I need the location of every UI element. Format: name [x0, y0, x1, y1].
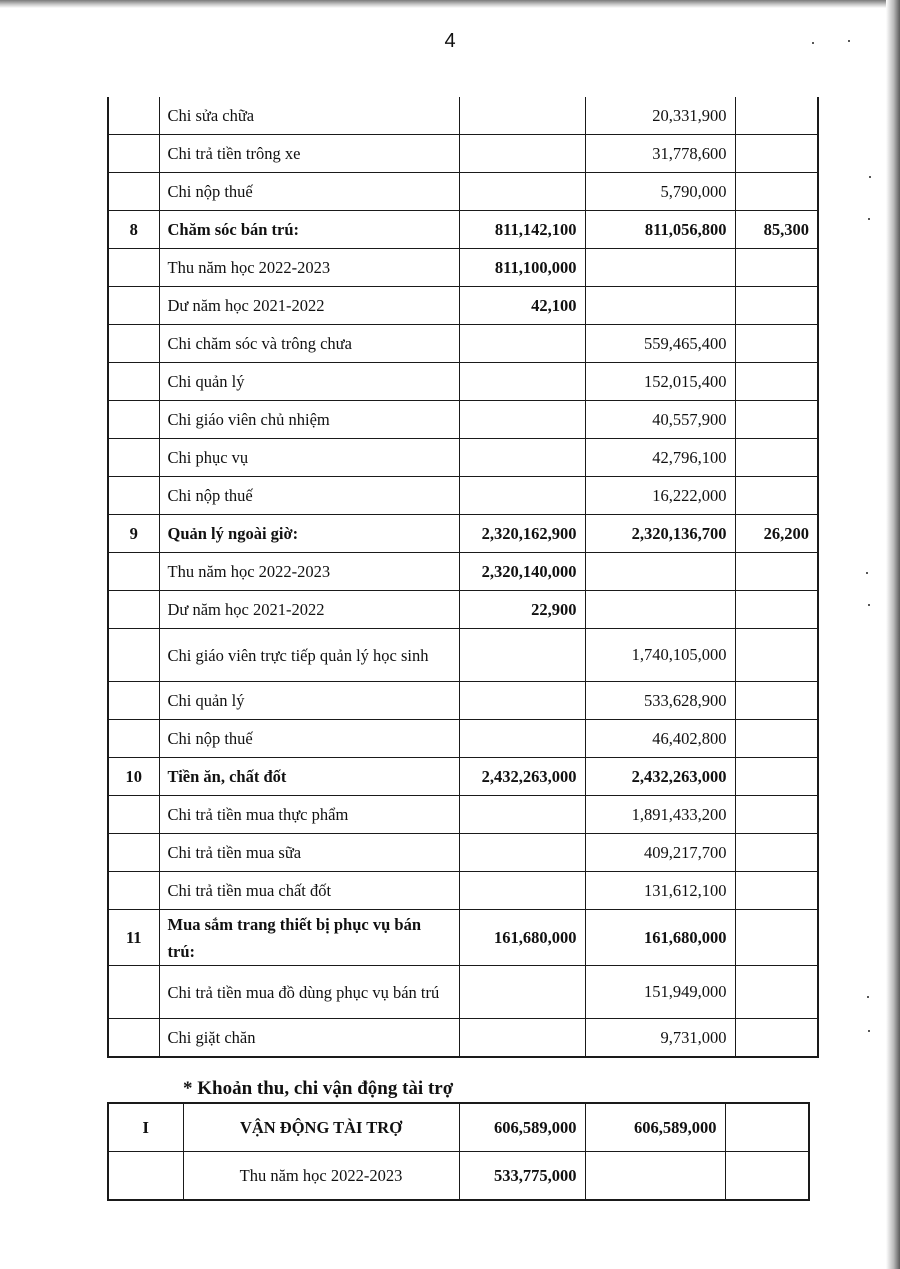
table-row — [108, 135, 818, 173]
table-row — [108, 553, 818, 591]
row-label: Chi trả tiền mua chất đốt — [159, 872, 459, 910]
balance-amount — [735, 249, 818, 287]
row-label: Thu năm học 2022-2023 — [159, 553, 459, 591]
balance-amount — [735, 553, 818, 591]
finance-table — [107, 97, 819, 1058]
table-row — [108, 966, 818, 1019]
balance-amount — [735, 1019, 818, 1058]
balance-amount — [735, 401, 818, 439]
row-index — [108, 720, 159, 758]
expense-amount: 151,949,000 — [585, 966, 735, 1019]
expense-amount: 409,217,700 — [585, 834, 735, 872]
scan-speck — [866, 572, 868, 574]
income-amount — [459, 872, 585, 910]
expense-amount: 2,432,263,000 — [585, 758, 735, 796]
table-row — [108, 796, 818, 834]
section-row — [108, 211, 818, 249]
row-label: Chăm sóc bán trú: — [159, 211, 459, 249]
income-amount — [459, 363, 585, 401]
balance-amount — [735, 591, 818, 629]
table-row — [108, 363, 818, 401]
expense-amount: 533,628,900 — [585, 682, 735, 720]
balance-amount — [725, 1152, 809, 1201]
row-label: Chi giáo viên trực tiếp quản lý học sinh — [159, 629, 459, 682]
table-row — [108, 477, 818, 515]
expense-amount: 5,790,000 — [585, 173, 735, 211]
row-label: Chi trả tiền mua thực phẩm — [159, 796, 459, 834]
row-label: Chi trả tiền trông xe — [159, 135, 459, 173]
row-index: 9 — [108, 515, 159, 553]
income-amount — [459, 966, 585, 1019]
row-index — [108, 553, 159, 591]
section-row — [108, 515, 818, 553]
balance-amount — [735, 872, 818, 910]
row-index — [108, 97, 159, 135]
table-row — [108, 834, 818, 872]
balance-amount — [735, 477, 818, 515]
income-amount: 811,142,100 — [459, 211, 585, 249]
income-amount: 533,775,000 — [459, 1152, 585, 1201]
income-amount — [459, 1019, 585, 1058]
sponsor-section-heading: * Khoản thu, chi vận động tài trợ — [183, 1078, 454, 1099]
sponsor-table-body — [108, 1103, 809, 1200]
row-label: Chi giặt chăn — [159, 1019, 459, 1058]
expense-amount: 131,612,100 — [585, 872, 735, 910]
row-index — [108, 249, 159, 287]
expense-amount: 9,731,000 — [585, 1019, 735, 1058]
scan-speck — [867, 996, 869, 998]
balance-amount — [735, 796, 818, 834]
table-row — [108, 97, 818, 135]
row-label: Mua sắm trang thiết bị phục vụ bán trú: — [159, 910, 459, 966]
row-label: Chi phục vụ — [159, 439, 459, 477]
balance-amount — [735, 135, 818, 173]
table-row — [108, 439, 818, 477]
balance-amount — [735, 629, 818, 682]
balance-amount — [735, 173, 818, 211]
balance-amount — [725, 1103, 809, 1152]
table-row — [108, 1103, 809, 1152]
row-index — [108, 477, 159, 515]
row-label: Chi chăm sóc và trông chưa — [159, 325, 459, 363]
row-index — [108, 1152, 183, 1201]
income-amount: 606,589,000 — [459, 1103, 585, 1152]
income-amount — [459, 720, 585, 758]
table-row — [108, 249, 818, 287]
scan-speck — [869, 176, 871, 178]
row-label: Chi giáo viên chủ nhiệm — [159, 401, 459, 439]
row-index — [108, 872, 159, 910]
balance-amount — [735, 287, 818, 325]
balance-amount — [735, 758, 818, 796]
balance-amount — [735, 720, 818, 758]
balance-amount — [735, 910, 818, 966]
income-amount — [459, 173, 585, 211]
row-label: Tiền ăn, chất đốt — [159, 758, 459, 796]
income-amount — [459, 796, 585, 834]
expense-amount: 46,402,800 — [585, 720, 735, 758]
scan-speck — [868, 604, 870, 606]
table-row — [108, 1019, 818, 1058]
row-index: 8 — [108, 211, 159, 249]
balance-amount — [735, 966, 818, 1019]
income-amount: 22,900 — [459, 591, 585, 629]
income-amount — [459, 834, 585, 872]
expense-amount: 811,056,800 — [585, 211, 735, 249]
expense-amount: 161,680,000 — [585, 910, 735, 966]
section-row — [108, 910, 818, 966]
expense-amount: 2,320,136,700 — [585, 515, 735, 553]
income-amount: 2,320,140,000 — [459, 553, 585, 591]
row-label: Dư năm học 2021-2022 — [159, 591, 459, 629]
income-amount: 161,680,000 — [459, 910, 585, 966]
balance-amount: 26,200 — [735, 515, 818, 553]
section-row — [108, 758, 818, 796]
table-row — [108, 872, 818, 910]
income-amount — [459, 439, 585, 477]
row-index — [108, 325, 159, 363]
expense-amount — [585, 287, 735, 325]
row-label: Chi trả tiền mua đồ dùng phục vụ bán trú — [159, 966, 459, 1019]
expense-amount: 20,331,900 — [585, 97, 735, 135]
finance-table-body — [108, 97, 818, 1057]
page-number: 4 — [444, 30, 456, 52]
row-label: Thu năm học 2022-2023 — [159, 249, 459, 287]
balance-amount: 85,300 — [735, 211, 818, 249]
table-row — [108, 325, 818, 363]
table-row — [108, 1152, 809, 1201]
row-index — [108, 834, 159, 872]
row-index — [108, 591, 159, 629]
sponsor-table — [107, 1102, 810, 1201]
income-amount: 811,100,000 — [459, 249, 585, 287]
row-label: Chi nộp thuế — [159, 477, 459, 515]
row-index — [108, 363, 159, 401]
income-amount: 2,432,263,000 — [459, 758, 585, 796]
row-label: Chi nộp thuế — [159, 173, 459, 211]
income-amount — [459, 401, 585, 439]
income-amount — [459, 135, 585, 173]
balance-amount — [735, 439, 818, 477]
row-label: Thu năm học 2022-2023 — [183, 1152, 459, 1201]
expense-amount: 42,796,100 — [585, 439, 735, 477]
row-index — [108, 135, 159, 173]
row-index — [108, 629, 159, 682]
row-label: Quản lý ngoài giờ: — [159, 515, 459, 553]
row-index: 10 — [108, 758, 159, 796]
table-row — [108, 401, 818, 439]
row-index — [108, 287, 159, 325]
expense-amount — [585, 553, 735, 591]
income-amount — [459, 682, 585, 720]
row-label: Chi sửa chữa — [159, 97, 459, 135]
scan-speck — [868, 218, 870, 220]
row-label: Chi nộp thuế — [159, 720, 459, 758]
expense-amount: 1,891,433,200 — [585, 796, 735, 834]
row-index — [108, 173, 159, 211]
balance-amount — [735, 834, 818, 872]
expense-amount: 40,557,900 — [585, 401, 735, 439]
expense-amount: 16,222,000 — [585, 477, 735, 515]
row-index: 11 — [108, 910, 159, 966]
table-row — [108, 720, 818, 758]
table-row — [108, 682, 818, 720]
income-amount: 2,320,162,900 — [459, 515, 585, 553]
scan-edge-right — [886, 0, 900, 1269]
row-index — [108, 439, 159, 477]
expense-amount — [585, 249, 735, 287]
expense-amount: 559,465,400 — [585, 325, 735, 363]
expense-amount — [585, 1152, 725, 1201]
row-label: Chi trả tiền mua sữa — [159, 834, 459, 872]
expense-amount: 606,589,000 — [585, 1103, 725, 1152]
row-label: VẬN ĐỘNG TÀI TRỢ — [183, 1103, 459, 1152]
row-index — [108, 401, 159, 439]
row-index — [108, 966, 159, 1019]
row-index: I — [108, 1103, 183, 1152]
balance-amount — [735, 363, 818, 401]
expense-amount: 31,778,600 — [585, 135, 735, 173]
income-amount — [459, 477, 585, 515]
row-index — [108, 1019, 159, 1058]
income-amount: 42,100 — [459, 287, 585, 325]
table-row — [108, 173, 818, 211]
row-index — [108, 796, 159, 834]
scan-edge-top — [0, 0, 900, 8]
table-row — [108, 287, 818, 325]
balance-amount — [735, 97, 818, 135]
table-row — [108, 629, 818, 682]
row-label: Chi quản lý — [159, 682, 459, 720]
table-row — [108, 591, 818, 629]
row-label: Chi quản lý — [159, 363, 459, 401]
expense-amount: 152,015,400 — [585, 363, 735, 401]
balance-amount — [735, 682, 818, 720]
row-label: Dư năm học 2021-2022 — [159, 287, 459, 325]
expense-amount: 1,740,105,000 — [585, 629, 735, 682]
balance-amount — [735, 325, 818, 363]
income-amount — [459, 325, 585, 363]
income-amount — [459, 629, 585, 682]
expense-amount — [585, 591, 735, 629]
scan-speck — [868, 1030, 870, 1032]
row-index — [108, 682, 159, 720]
income-amount — [459, 97, 585, 135]
